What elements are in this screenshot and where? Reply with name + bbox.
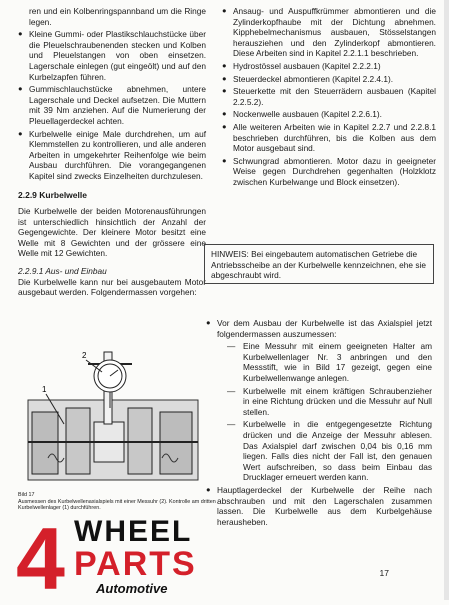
bullet-item: ● Schwungrad abmontieren. Motor dazu in geeigneter Weise gegen Durchdrehen gegenhalten (Holzklotz zwischen Kurbelwange und Block einsetzen).: [222, 156, 436, 188]
subsection-title: 2.2.9.1 Aus- und Einbau: [18, 266, 107, 277]
logo-word-wheel: WHEEL: [74, 515, 193, 548]
dash-list: [217, 341, 432, 483]
section-paragraph: Die Kurbelwelle der beiden Motorenausführungen ist unterschiedlich hinsichtlich der Anzahl der Gegengewichte. Der kleinere Motor besitzt eine Welle mit 8 Gewichten und der grössere eine Welle mit 12 Gewichten.: [18, 206, 206, 259]
bullet-item: ● Steuerkette mit den Steuerrädern ausbauen (Kapitel 2.2.5.2).: [222, 86, 436, 107]
logo-word-parts: PARTS: [74, 545, 197, 583]
bullet-item: ● Steuerdeckel abmontieren (Kapitel 2.2.4.1).: [222, 74, 436, 85]
figure-label-2: 2: [82, 351, 87, 360]
bullet-item: ● Nockenwelle ausbauen (Kapitel 2.2.6.1).: [222, 109, 436, 120]
caption-text: Ausmessen des Kurbelwellenaxialspiels mit einer Messuhr (2). Kontrolle am dritten Kurbelwellenlager (1) durchführen.: [18, 498, 216, 512]
left-column: [18, 6, 206, 305]
dash-item: — Kurbelwelle in die entgegengesetzte Richtung drücken und die Anzeige der Messuhr ablesen. Das Axialspiel darf zwischen 0,04 bis 0,16 mm liegen. Falls dies nicht der Fall ist, den genauen Wert aufschreiben, so dass beim Einbau das Drucklager erneuert werden kann.: [217, 419, 432, 483]
right-column: [222, 6, 436, 190]
note-text: HINWEIS: Bei eingebautem automatischen Getriebe die Antriebsscheibe an der Kurbelwelle kennzeichnen, ehe sie abgeschraubt wird.: [211, 249, 426, 281]
logo-word-automotive: Automotive: [96, 581, 168, 596]
figure-label-1: 1: [42, 385, 47, 394]
continued-text: ren und ein Kolbenringspannband um die Ringe legen.: [29, 6, 206, 27]
bullet-item: ● Kurbelwelle einige Male durchdrehen, um auf Klemmstellen zu kontrollieren, und alle anderen Arbeiten in umgekehrter Reihenfolge wie beim Ausbau durchführen. Die vorangegangenen Kapitel sind zwecks Einzelheiten durchzulesen.: [18, 129, 206, 182]
right-column-lower: [206, 318, 432, 529]
bullet-item: ● Ansaug- und Auspuffkrümmer abmontieren und die Zylinderkopfhaube mit der Dichtung abnehmen. Kipphebelmechanismus ausbauen, Stösselstangen herausziehen und den Zylinderkopf abmontieren. Diese Arbeiten sind in Kapitel 2.2.1.1 beschrieben.: [222, 6, 436, 59]
4-wheel-parts-logo-icon: [14, 505, 224, 600]
note-box: [204, 244, 434, 284]
bullet-item: ● Hydrostössel ausbauen (Kapitel 2.2.2.1): [222, 61, 436, 72]
page-number: 17: [379, 568, 389, 578]
dash-item: — Kurbelwelle mit einem kräftigen Schraubenzieher in eine Richtung drücken und die Messuhr auf Null stellen.: [217, 386, 432, 418]
figure-crankshaft-dial-gauge: [18, 342, 208, 492]
bullet-item: ● Hauptlagerdeckel der Kurbelwelle der Reihe nach abschrauben und mit den Lagerschalen zusammen lassen. Die Kurbelwelle aus dem Kurbelgehäuse herausheben.: [206, 485, 432, 527]
caption-title: Bild 17: [18, 492, 35, 498]
page-edge: [444, 0, 449, 600]
logo-digit: 4: [16, 509, 65, 600]
bullet-item: ● Kleine Gummi- oder Plastikschlauchstücke über die Pleuelschraubenenden stecken und Kolben und Pleuelstangen von oben einsetzen. Lagerschale einlegen (gut eingeölt) und auf den Kurbelzapfen führen.: [18, 29, 206, 82]
dash-item: — Eine Messuhr mit einem geeigneten Halter am Kurbelwellenlager Nr. 3 anbringen und den Messstift, wie in Bild 17 gezeigt, gegen eine Kurbelwellenwange anlegen.: [217, 341, 432, 383]
subsection-paragraph: Die Kurbelwelle kann nur bei ausgebautem Motor ausgebaut werden. Folgendermassen vorgehen:: [18, 276, 206, 298]
bullet-item: ● Alle weiteren Arbeiten wie in Kapitel 2.2.7 und 2.2.8.1 beschrieben durchführen, bis die Kolben aus dem Motor ausgebaut sind.: [222, 122, 436, 154]
bullet-item: ● Gummischlauchstücke abnehmen, untere Lagerschale und Deckel aufsetzen. Die Muttern mit 39 Nm anziehen. Auf die Numerierung der Pleuellagerdeckel achten.: [18, 84, 206, 126]
crankshaft-illustration: [18, 342, 208, 492]
watermark-logo: [14, 505, 224, 600]
bullet-item: ● Vor dem Ausbau der Kurbelwelle ist das Axialspiel jetzt folgendermassen auszumessen:: [206, 318, 432, 339]
section-title: 2.2.9 Kurbelwelle: [18, 189, 87, 200]
